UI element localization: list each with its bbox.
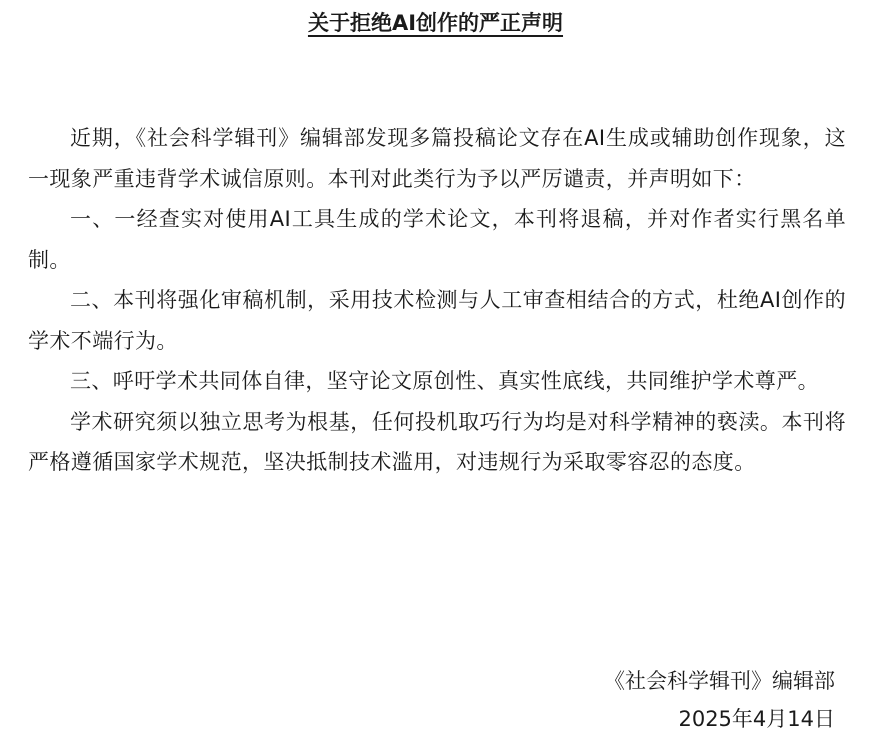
notice-title-text: 关于拒绝AI创作的严正声明 — [307, 11, 564, 35]
notice-title — [0, 8, 871, 38]
paragraph-item-2: 二、本刊将强化审稿机制，采用技术检测与人工审查相结合的方式，杜绝AI创作的学术不端行为。 — [28, 288, 846, 353]
notice-body — [28, 118, 846, 483]
signature-date: 2025年4月14日 — [678, 707, 835, 731]
signature-issuer: 《社会科学辑刊》编辑部 — [604, 669, 835, 693]
paragraph-item-1: 一、一经查实对使用AI工具生成的学术论文，本刊将退稿，并对作者实行黑名单制。 — [28, 207, 846, 272]
paragraph-intro: 近期，《社会科学辑刊》编辑部发现多篇投稿论文存在AI生成或辅助创作现象，这一现象严重违背学术诚信原则。本刊对此类行为予以严厉谴责，并声明如下： — [28, 126, 846, 191]
paragraph-conclusion: 学术研究须以独立思考为根基，任何投机取巧行为均是对科学精神的亵渎。本刊将严格遵循国家学术规范，坚决抵制技术滥用，对违规行为采取零容忍的态度。 — [28, 409, 846, 474]
signature-block — [604, 662, 835, 738]
paragraph-item-3: 三、呼吁学术共同体自律，坚守论文原创性、真实性底线，共同维护学术尊严。 — [70, 369, 819, 393]
